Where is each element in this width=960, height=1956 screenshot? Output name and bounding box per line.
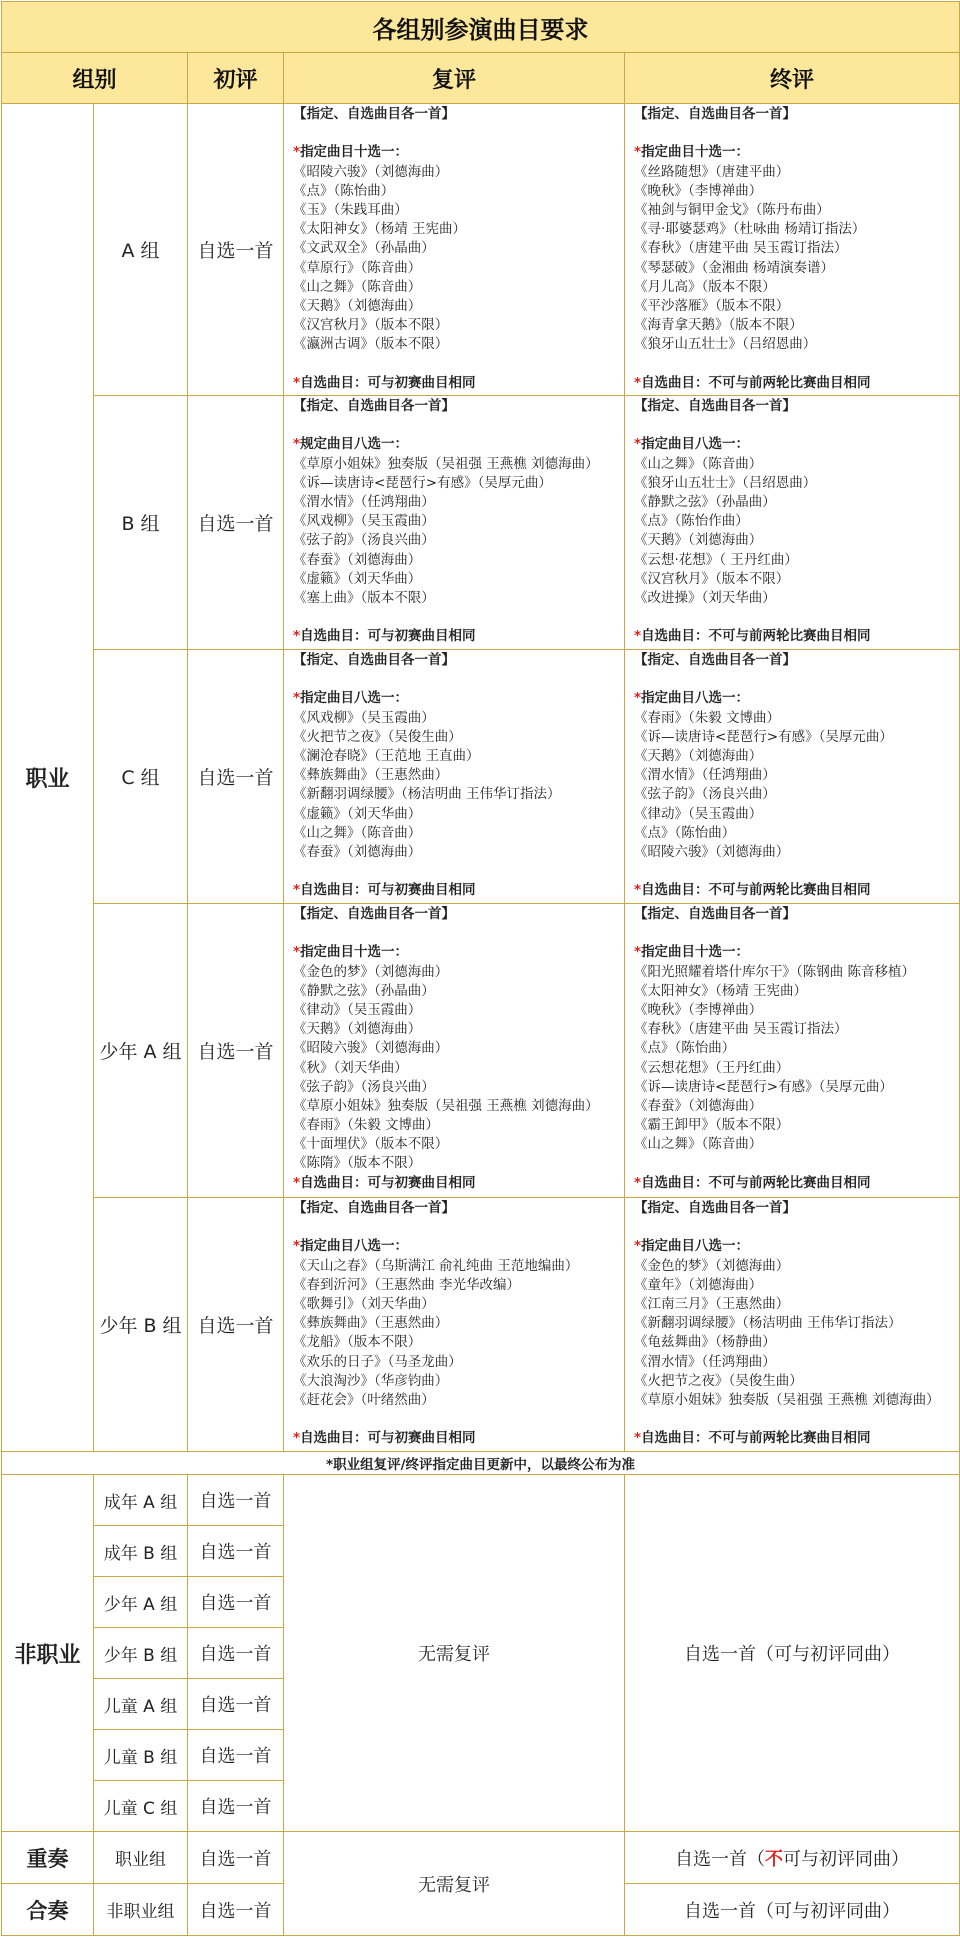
ensemble-final-prefix: 自选一首（ bbox=[675, 1848, 766, 1870]
required-star: * bbox=[634, 944, 642, 961]
piece-item: 《渭水情》（任鸿翔曲） bbox=[634, 1353, 776, 1370]
blank-line bbox=[634, 1218, 959, 1237]
required-star: * bbox=[634, 1430, 642, 1447]
designated-label-text: 指定曲目八选一： bbox=[641, 436, 750, 453]
designated-label-text: 指定曲目八选一： bbox=[641, 690, 750, 707]
blank-line bbox=[634, 354, 959, 373]
piece-item: 《玉》（朱践耳曲） bbox=[293, 201, 408, 218]
piece-item: 《狼牙山五壮士》（吕绍恩曲） bbox=[634, 474, 817, 491]
designated-label bbox=[634, 435, 959, 454]
table-title: 各组别参演曲目要求 bbox=[2, 2, 960, 53]
pro-final-requirements bbox=[625, 104, 960, 396]
piece-item: 《欢乐的日子》（马圣龙曲） bbox=[293, 1353, 462, 1370]
self-selected-label bbox=[293, 881, 624, 900]
piece-item: 《虚籁》（刘天华曲） bbox=[293, 805, 422, 822]
piece-item: 《弦子韵》（汤良兴曲） bbox=[293, 1078, 435, 1095]
ensemble-prelim: 自选一首 bbox=[188, 1832, 284, 1884]
piece-item: 《龟兹舞曲》（杨静曲） bbox=[634, 1334, 776, 1351]
required-star: * bbox=[634, 1174, 642, 1191]
designated-label-text: 规定曲目八选一： bbox=[300, 436, 409, 453]
piece-item: 《塞上曲》（版本不限） bbox=[293, 589, 435, 606]
piece-item: 《陈隋》（版本不限） bbox=[293, 1155, 422, 1172]
pro-group-prelim: 自选一首 bbox=[188, 904, 284, 1198]
piece-item: 《风戏柳》（吴玉霞曲） bbox=[293, 709, 435, 726]
designated-label bbox=[293, 689, 624, 708]
designated-label-text: 指定曲目八选一： bbox=[300, 690, 409, 707]
blank-line bbox=[634, 924, 959, 943]
piece-item: 《龙船》（版本不限） bbox=[293, 1334, 422, 1351]
pro-group-name: C 组 bbox=[94, 650, 188, 904]
piece-item: 《春蚕》（刘德海曲） bbox=[293, 843, 422, 860]
piece-item: 《春到沂河》（王惠然曲 李光华改编） bbox=[293, 1276, 521, 1293]
blank-line bbox=[293, 1218, 624, 1237]
requirements-table bbox=[1, 1, 960, 1936]
amateur-group: 成年 B 组 bbox=[94, 1526, 188, 1577]
required-star: * bbox=[634, 144, 642, 161]
piece-item: 《天鹅》（刘德海曲） bbox=[634, 532, 763, 549]
piece-item: 《虚籁》（刘天华曲） bbox=[293, 570, 422, 587]
stage-head: 【指定、自选曲目各一首】 bbox=[293, 398, 455, 414]
amateur-row bbox=[2, 1475, 960, 1526]
required-star: * bbox=[293, 1238, 301, 1255]
piece-item: 《寻·耶婆瑟鸡》（杜咏曲 杨靖订指法） bbox=[634, 221, 866, 238]
piece-item: 《月儿高》（版本不限） bbox=[634, 278, 776, 295]
amateur-prelim: 自选一首 bbox=[188, 1730, 284, 1781]
piece-item: 《静默之弦》（孙晶曲） bbox=[634, 493, 776, 510]
designated-label bbox=[293, 435, 624, 454]
piece-item: 《汉宫秋月》（版本不限） bbox=[634, 570, 790, 587]
self-selected-label-text: 自选曲目：可与初赛曲目相同 bbox=[300, 374, 476, 391]
self-selected-label-text: 自选曲目：不可与前两轮比赛曲目相同 bbox=[641, 628, 871, 645]
header-prelim: 初评 bbox=[188, 53, 284, 104]
piece-item: 《天鹅》（刘德海曲） bbox=[293, 1021, 422, 1038]
ensemble-final-pro bbox=[625, 1832, 960, 1884]
designated-label-text: 指定曲目八选一： bbox=[300, 1238, 409, 1255]
piece-item: 《昭陵六骏》（刘德海曲） bbox=[293, 1040, 449, 1057]
required-star: * bbox=[293, 1430, 301, 1447]
stage-head: 【指定、自选曲目各一首】 bbox=[634, 398, 796, 414]
piece-item: 《诉—读唐诗<琵琶行>有感》（吴厚元曲） bbox=[634, 1078, 893, 1095]
required-star: * bbox=[293, 690, 301, 707]
blank-line bbox=[293, 124, 624, 143]
piece-item: 《改进操》（刘天华曲） bbox=[634, 589, 776, 606]
piece-item: 《诉—读唐诗<琵琶行>有感》（吴厚元曲） bbox=[293, 474, 552, 491]
ensemble-group: 非职业组 bbox=[94, 1884, 188, 1936]
piece-item: 《风戏柳》（吴玉霞曲） bbox=[293, 513, 435, 530]
piece-item: 《点》（陈怡曲） bbox=[634, 1040, 736, 1057]
amateur-prelim: 自选一首 bbox=[188, 1577, 284, 1628]
piece-item: 《平沙落雁》（版本不限） bbox=[634, 297, 790, 314]
pro-group-row bbox=[2, 1198, 960, 1452]
pro-note-row bbox=[2, 1452, 960, 1475]
amateur-prelim: 自选一首 bbox=[188, 1781, 284, 1832]
blank-line bbox=[293, 862, 624, 881]
pro-final-requirements bbox=[625, 904, 960, 1198]
blank-line bbox=[293, 1410, 624, 1429]
required-star: * bbox=[293, 144, 301, 161]
pro-group-prelim: 自选一首 bbox=[188, 1198, 284, 1452]
ensemble-group: 职业组 bbox=[94, 1832, 188, 1884]
blank-line bbox=[293, 924, 624, 943]
stage-head: 【指定、自选曲目各一首】 bbox=[293, 652, 455, 668]
piece-item: 《琴瑟破》（金湘曲 杨靖演奏谱） bbox=[634, 259, 835, 276]
pro-second-requirements bbox=[284, 1198, 625, 1452]
pro-group-prelim: 自选一首 bbox=[188, 650, 284, 904]
designated-label bbox=[634, 143, 959, 162]
piece-item: 《太阳神女》（杨靖 王宪曲） bbox=[293, 221, 467, 238]
piece-item: 《火把节之夜》（吴俊生曲） bbox=[634, 1372, 803, 1389]
pro-second-requirements bbox=[284, 650, 625, 904]
self-selected-label-text: 自选曲目：不可与前两轮比赛曲目相同 bbox=[641, 1174, 871, 1191]
required-star: * bbox=[634, 1238, 642, 1255]
required-star: * bbox=[293, 628, 301, 645]
pro-second-requirements bbox=[284, 904, 625, 1198]
piece-item: 《金色的梦》（刘德海曲） bbox=[293, 963, 449, 980]
blank-line bbox=[634, 608, 959, 627]
stage-head: 【指定、自选曲目各一首】 bbox=[634, 906, 796, 922]
blank-line bbox=[634, 416, 959, 435]
ensemble-category-bottom: 合奏 bbox=[2, 1884, 94, 1936]
piece-item: 《汉宫秋月》（版本不限） bbox=[293, 317, 449, 334]
piece-item: 《山之舞》（陈音曲） bbox=[634, 1136, 763, 1153]
blank-line bbox=[293, 670, 624, 689]
pro-group-name: 少年 A 组 bbox=[94, 904, 188, 1198]
piece-item: 《天山之春》（乌斯满江 俞礼纯曲 王范地编曲） bbox=[293, 1257, 579, 1274]
self-selected-label-text: 自选曲目：可与初赛曲目相同 bbox=[300, 1174, 476, 1191]
amateur-second: 无需复评 bbox=[284, 1475, 625, 1832]
piece-item: 《江南三月》（王惠然曲） bbox=[634, 1295, 790, 1312]
pro-final-requirements bbox=[625, 650, 960, 904]
pro-second-requirements bbox=[284, 104, 625, 396]
piece-item: 《袖剑与铜甲金戈》（陈丹布曲） bbox=[634, 201, 830, 218]
piece-item: 《歌舞引》（刘天华曲） bbox=[293, 1295, 435, 1312]
required-star: * bbox=[293, 374, 301, 391]
pro-group-row bbox=[2, 904, 960, 1198]
self-selected-label-text: 自选曲目：可与初赛曲目相同 bbox=[300, 1430, 476, 1447]
piece-item: 《点》（陈怡曲） bbox=[293, 182, 395, 199]
pro-group-name: B 组 bbox=[94, 396, 188, 650]
pro-group-name: A 组 bbox=[94, 104, 188, 396]
piece-item: 《昭陵六骏》（刘德海曲） bbox=[634, 843, 790, 860]
designated-label bbox=[634, 689, 959, 708]
piece-item: 《春秋》（唐建平曲 吴玉霞订指法） bbox=[634, 1021, 848, 1038]
piece-item: 《火把节之夜》（吴俊生曲） bbox=[293, 728, 462, 745]
piece-item: 《霸王卸甲》（版本不限） bbox=[634, 1117, 790, 1134]
designated-label bbox=[634, 1237, 959, 1256]
amateur-prelim: 自选一首 bbox=[188, 1475, 284, 1526]
piece-item: 《晚秋》（李博禅曲） bbox=[634, 182, 763, 199]
piece-item: 《澜沧春晓》（王范地 王直曲） bbox=[293, 747, 480, 764]
blank-line bbox=[634, 124, 959, 143]
stage-head: 【指定、自选曲目各一首】 bbox=[634, 1200, 796, 1216]
blank-line bbox=[293, 354, 624, 373]
piece-item: 《狼牙山五壮士》（吕绍恩曲） bbox=[634, 336, 817, 353]
ensemble-prelim: 自选一首 bbox=[188, 1884, 284, 1936]
ensemble-final-suffix: 可与初评同曲） bbox=[783, 1848, 910, 1870]
ensemble-category-top: 重奏 bbox=[2, 1832, 94, 1884]
ensemble-second: 无需复评 bbox=[284, 1832, 625, 1936]
piece-item: 《律动》（吴玉霞曲） bbox=[634, 805, 763, 822]
amateur-group: 成年 A 组 bbox=[94, 1475, 188, 1526]
amateur-group: 少年 A 组 bbox=[94, 1577, 188, 1628]
piece-item: 《新翻羽调绿腰》（杨洁明曲 王伟华订指法） bbox=[634, 1315, 902, 1332]
piece-item: 《阳光照耀着塔什库尔干》（陈钢曲 陈音移植） bbox=[634, 963, 916, 980]
stage-head: 【指定、自选曲目各一首】 bbox=[634, 106, 796, 122]
piece-item: 《晚秋》（李博禅曲） bbox=[634, 1001, 763, 1018]
designated-label-text: 指定曲目十选一： bbox=[641, 144, 750, 161]
piece-item: 《童年》（刘德海曲） bbox=[634, 1276, 763, 1293]
blank-line bbox=[634, 1154, 959, 1173]
pro-note: *职业组复评/终评指定曲目更新中，以最终公布为准 bbox=[2, 1452, 960, 1475]
amateur-category: 非职业 bbox=[2, 1475, 94, 1832]
designated-label bbox=[293, 143, 624, 162]
header-final: 终评 bbox=[625, 53, 960, 104]
header-group: 组别 bbox=[2, 53, 188, 104]
self-selected-label bbox=[634, 1174, 959, 1193]
self-selected-label-text: 自选曲目：可与初赛曲目相同 bbox=[300, 882, 476, 899]
self-selected-label bbox=[634, 1429, 959, 1448]
blank-line bbox=[634, 862, 959, 881]
self-selected-label bbox=[634, 627, 959, 646]
designated-label-text: 指定曲目十选一： bbox=[300, 144, 409, 161]
self-selected-label bbox=[293, 374, 624, 393]
self-selected-label-text: 自选曲目：不可与前两轮比赛曲目相同 bbox=[641, 882, 871, 899]
piece-item: 《点》（陈怡作曲） bbox=[634, 513, 749, 530]
piece-item: 《新翻羽调绿腰》（杨洁明曲 王伟华订指法） bbox=[293, 786, 561, 803]
piece-item: 《春秋》（唐建平曲 吴玉霞订指法） bbox=[634, 240, 848, 257]
designated-label bbox=[634, 943, 959, 962]
piece-item: 《云想花想》（王丹红曲） bbox=[634, 1059, 790, 1076]
required-star: * bbox=[634, 882, 642, 899]
blank-line bbox=[634, 1410, 959, 1429]
piece-item: 《十面埋伏》（版本不限） bbox=[293, 1136, 449, 1153]
pro-second-requirements bbox=[284, 396, 625, 650]
piece-item: 《春蚕》（刘德海曲） bbox=[293, 551, 422, 568]
amateur-group: 少年 B 组 bbox=[94, 1628, 188, 1679]
pro-group-row bbox=[2, 650, 960, 904]
designated-label-text: 指定曲目十选一： bbox=[300, 944, 409, 961]
piece-item: 《弦子韵》（汤良兴曲） bbox=[293, 532, 435, 549]
piece-item: 《草原行》（陈音曲） bbox=[293, 259, 422, 276]
piece-item: 《赶花会》（叶绪然曲） bbox=[293, 1391, 435, 1408]
blank-line bbox=[293, 608, 624, 627]
piece-item: 《金色的梦》（刘德海曲） bbox=[634, 1257, 790, 1274]
piece-item: 《诉—读唐诗<琵琶行>有感》（吴厚元曲） bbox=[634, 728, 893, 745]
piece-item: 《渭水情》（任鸿翔曲） bbox=[293, 493, 435, 510]
header-second: 复评 bbox=[284, 53, 625, 104]
piece-item: 《春蚕》（刘德海曲） bbox=[634, 1097, 763, 1114]
piece-item: 《瀛洲古调》（版本不限） bbox=[293, 336, 449, 353]
required-star: * bbox=[293, 1174, 301, 1191]
amateur-prelim: 自选一首 bbox=[188, 1679, 284, 1730]
designated-label bbox=[293, 943, 624, 962]
amateur-group: 儿童 A 组 bbox=[94, 1679, 188, 1730]
self-selected-label bbox=[293, 1429, 624, 1448]
pro-group-row bbox=[2, 396, 960, 650]
designated-label-text: 指定曲目十选一： bbox=[641, 944, 750, 961]
required-star: * bbox=[293, 436, 301, 453]
piece-item: 《草原小姐妹》独奏版（吴祖强 王燕樵 刘德海曲） bbox=[634, 1391, 940, 1408]
self-selected-label-text: 自选曲目：不可与前两轮比赛曲目相同 bbox=[641, 374, 871, 391]
piece-item: 《山之舞》（陈音曲） bbox=[293, 824, 422, 841]
piece-item: 《天鹅》（刘德海曲） bbox=[293, 297, 422, 314]
stage-head: 【指定、自选曲目各一首】 bbox=[293, 1200, 455, 1216]
piece-item: 《渭水情》（任鸿翔曲） bbox=[634, 767, 776, 784]
amateur-group: 儿童 C 组 bbox=[94, 1781, 188, 1832]
piece-item: 《律动》（吴玉霞曲） bbox=[293, 1001, 422, 1018]
pro-final-requirements bbox=[625, 396, 960, 650]
pro-group-row bbox=[2, 104, 960, 396]
self-selected-label bbox=[293, 627, 624, 646]
piece-item: 《草原小姐妹》独奏版（吴祖强 王燕樵 刘德海曲） bbox=[293, 1097, 599, 1114]
piece-item: 《山之舞》（陈音曲） bbox=[293, 278, 422, 295]
ensemble-row bbox=[2, 1832, 960, 1884]
pro-final-requirements bbox=[625, 1198, 960, 1452]
stage-head: 【指定、自选曲目各一首】 bbox=[293, 906, 455, 922]
piece-item: 《文武双全》（孙晶曲） bbox=[293, 240, 435, 257]
piece-item: 《昭陵六骏》（刘德海曲） bbox=[293, 163, 449, 180]
piece-item: 《天鹅》（刘德海曲） bbox=[634, 747, 763, 764]
required-star: * bbox=[634, 436, 642, 453]
required-star: * bbox=[293, 882, 301, 899]
ensemble-final-amateur: 自选一首（可与初评同曲） bbox=[625, 1884, 960, 1936]
piece-item: 《海青拿天鹅》（版本不限） bbox=[634, 317, 803, 334]
piece-item: 《弦子韵》（汤良兴曲） bbox=[634, 786, 776, 803]
amateur-group: 儿童 B 组 bbox=[94, 1730, 188, 1781]
self-selected-label bbox=[634, 374, 959, 393]
pro-category: 职业 bbox=[2, 104, 94, 1452]
pro-group-prelim: 自选一首 bbox=[188, 104, 284, 396]
amateur-prelim: 自选一首 bbox=[188, 1628, 284, 1679]
piece-item: 《大浪淘沙》（华彦钧曲） bbox=[293, 1372, 449, 1389]
piece-item: 《太阳神女》（杨靖 王宪曲） bbox=[634, 982, 808, 999]
ensemble-final-red: 不 bbox=[765, 1848, 784, 1870]
piece-item: 《云想·花想》（ 王丹红曲） bbox=[634, 551, 798, 568]
required-star: * bbox=[293, 944, 301, 961]
piece-item: 《山之舞》（陈音曲） bbox=[634, 455, 763, 472]
stage-head: 【指定、自选曲目各一首】 bbox=[293, 106, 455, 122]
piece-item: 《秋》（刘天华曲） bbox=[293, 1059, 408, 1076]
self-selected-label bbox=[634, 881, 959, 900]
self-selected-label-text: 自选曲目：可与初赛曲目相同 bbox=[300, 628, 476, 645]
piece-item: 《彝族舞曲》（王惠然曲） bbox=[293, 1315, 449, 1332]
piece-item: 《春雨》（朱毅 文博曲） bbox=[634, 709, 781, 726]
piece-item: 《春雨》（朱毅 文博曲） bbox=[293, 1117, 440, 1134]
self-selected-label bbox=[293, 1174, 624, 1193]
piece-item: 《静默之弦》（孙晶曲） bbox=[293, 982, 435, 999]
required-star: * bbox=[634, 628, 642, 645]
designated-label bbox=[293, 1237, 624, 1256]
piece-item: 《丝路随想》（唐建平曲） bbox=[634, 163, 790, 180]
self-selected-label-text: 自选曲目：不可与前两轮比赛曲目相同 bbox=[641, 1430, 871, 1447]
pro-group-prelim: 自选一首 bbox=[188, 396, 284, 650]
amateur-final: 自选一首（可与初评同曲） bbox=[625, 1475, 960, 1832]
piece-item: 《点》（陈怡曲） bbox=[634, 824, 736, 841]
blank-line bbox=[634, 670, 959, 689]
blank-line bbox=[293, 416, 624, 435]
required-star: * bbox=[634, 690, 642, 707]
piece-item: 《彝族舞曲》（王惠然曲） bbox=[293, 767, 449, 784]
pro-group-name: 少年 B 组 bbox=[94, 1198, 188, 1452]
designated-label-text: 指定曲目八选一： bbox=[641, 1238, 750, 1255]
stage-head: 【指定、自选曲目各一首】 bbox=[634, 652, 796, 668]
required-star: * bbox=[634, 374, 642, 391]
amateur-prelim: 自选一首 bbox=[188, 1526, 284, 1577]
piece-item: 《草原小姐妹》独奏版（吴祖强 王燕樵 刘德海曲） bbox=[293, 455, 599, 472]
